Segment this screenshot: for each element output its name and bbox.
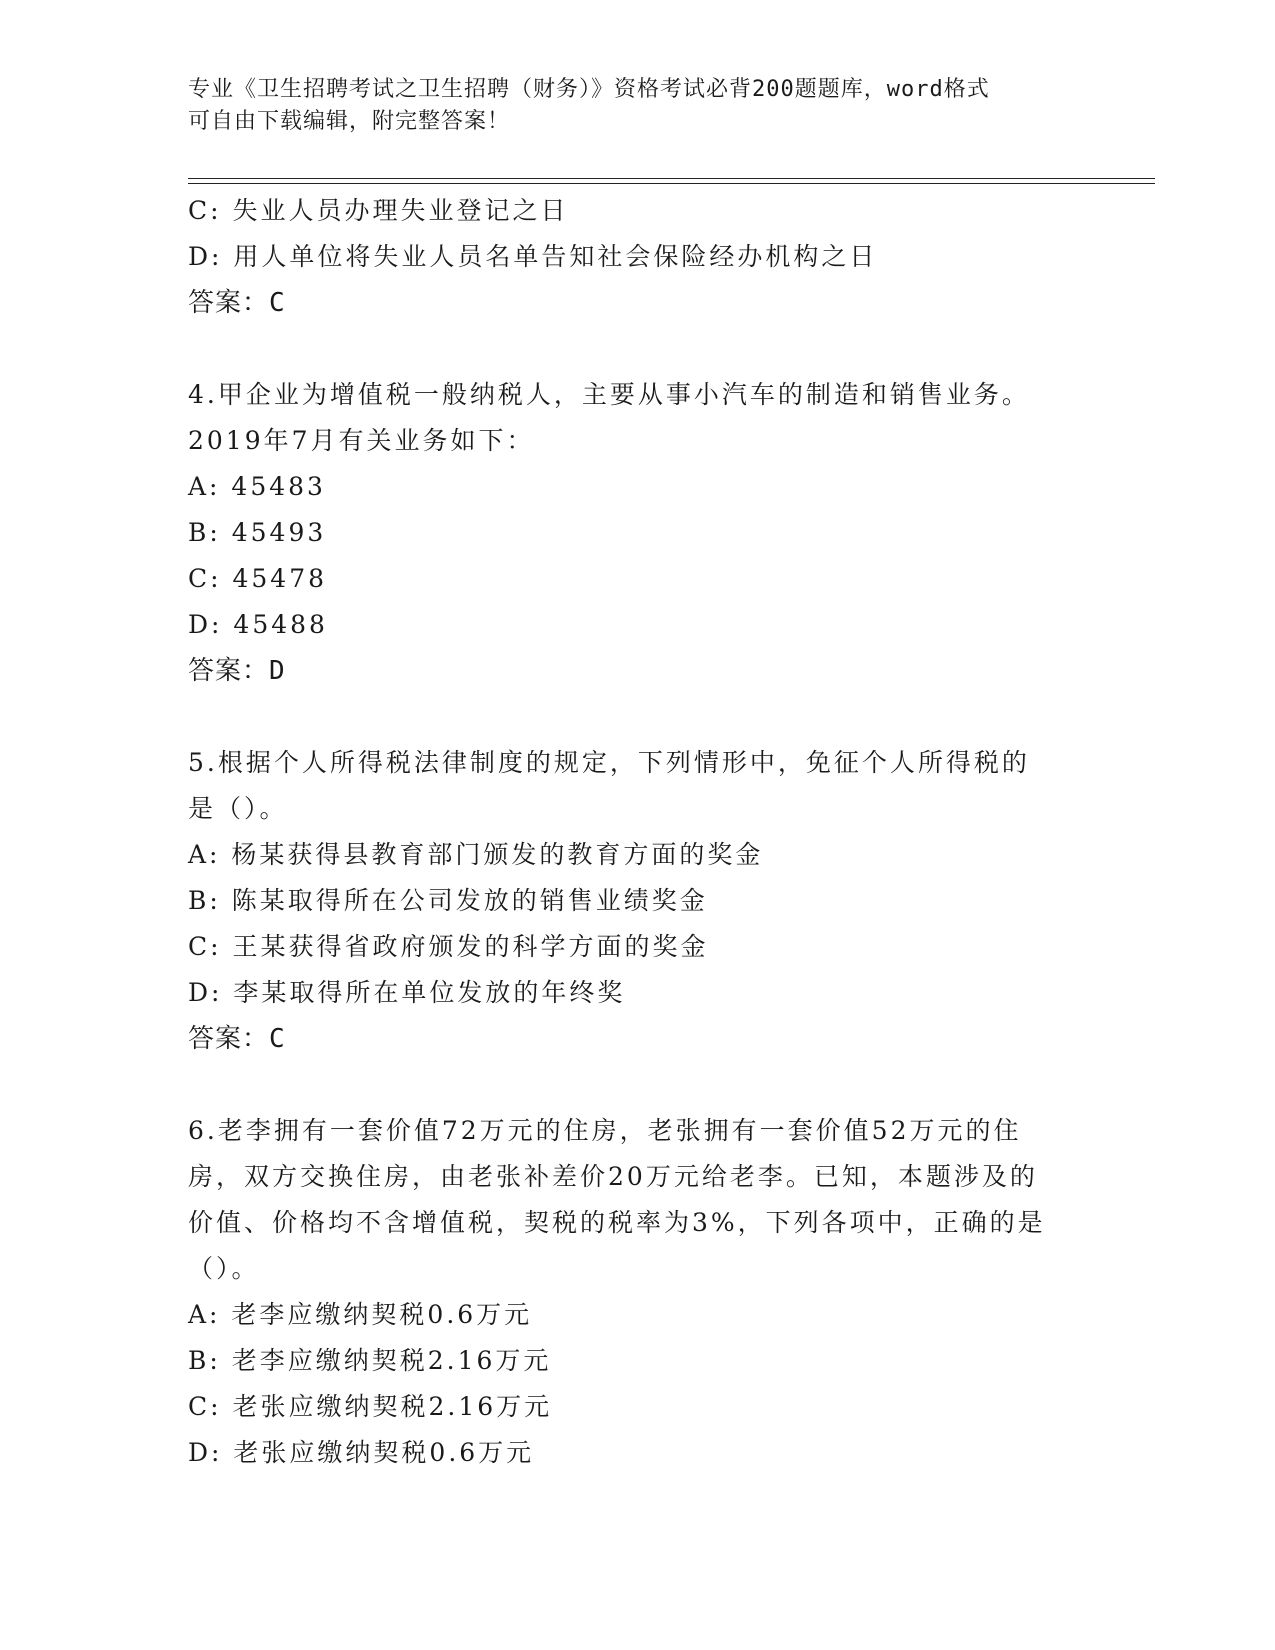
header-title-line-1: 专业《卫生招聘考试之卫生招聘（财务）》资格考试必背200题题库，word格式 xyxy=(188,77,990,102)
question-stem-line: 5.根据个人所得税法律制度的规定，下列情形中，免征个人所得税的 xyxy=(188,748,1030,777)
option-b: B: 老李应缴纳契税2.16万元 xyxy=(188,1346,552,1375)
option-b: B: 45493 xyxy=(188,518,327,547)
question-list xyxy=(188,188,1088,1476)
header-divider-top xyxy=(188,178,1155,179)
document-header xyxy=(188,74,1068,138)
option-d: D: 李某取得所在单位发放的年终奖 xyxy=(188,978,626,1007)
option-c: C: 45478 xyxy=(188,564,328,593)
spacer xyxy=(188,1062,1088,1108)
question-stem-line: 是（）。 xyxy=(188,794,288,823)
answer-line: 答案：D xyxy=(188,656,286,686)
option-b: B: 陈某取得所在公司发放的销售业绩奖金 xyxy=(188,886,708,915)
answer-line: 答案：C xyxy=(188,1024,286,1054)
option-a: A: 老李应缴纳契税0.6万元 xyxy=(188,1300,533,1329)
option-c: C: 老张应缴纳契税2.16万元 xyxy=(188,1392,553,1421)
option-d: D: 老张应缴纳契税0.6万元 xyxy=(188,1438,535,1467)
answer-line: 答案：C xyxy=(188,288,286,318)
question-5 xyxy=(188,740,1088,1062)
option-d: D: 45488 xyxy=(188,610,328,639)
question-stem-line: 2019年7月有关业务如下： xyxy=(188,426,535,455)
option-d: D: 用人单位将失业人员名单告知社会保险经办机构之日 xyxy=(188,242,878,271)
question-6 xyxy=(188,1108,1088,1476)
question-4 xyxy=(188,372,1088,694)
question-stem-line: （）。 xyxy=(188,1254,260,1283)
question-3-tail xyxy=(188,188,1088,326)
option-a: A: 45483 xyxy=(188,472,326,501)
header-divider-bottom xyxy=(188,183,1155,184)
spacer xyxy=(188,326,1088,372)
spacer xyxy=(188,694,1088,740)
option-c: C: 王某获得省政府颁发的科学方面的奖金 xyxy=(188,932,709,961)
question-stem-line: 4.甲企业为增值税一般纳税人，主要从事小汽车的制造和销售业务。 xyxy=(188,380,1030,409)
option-a: A: 杨某获得县教育部门颁发的教育方面的奖金 xyxy=(188,840,764,869)
header-title-line-2: 可自由下载编辑，附完整答案！ xyxy=(188,109,511,134)
question-stem-line: 价值、价格均不含增值税，契税的税率为3%，下列各项中，正确的是 xyxy=(188,1208,1046,1237)
question-stem-line: 房，双方交换住房，由老张补差价20万元给老李。已知，本题涉及的 xyxy=(188,1162,1038,1191)
question-stem-line: 6.老李拥有一套价值72万元的住房，老张拥有一套价值52万元的住 xyxy=(188,1116,1022,1145)
option-c: C: 失业人员办理失业登记之日 xyxy=(188,196,569,225)
